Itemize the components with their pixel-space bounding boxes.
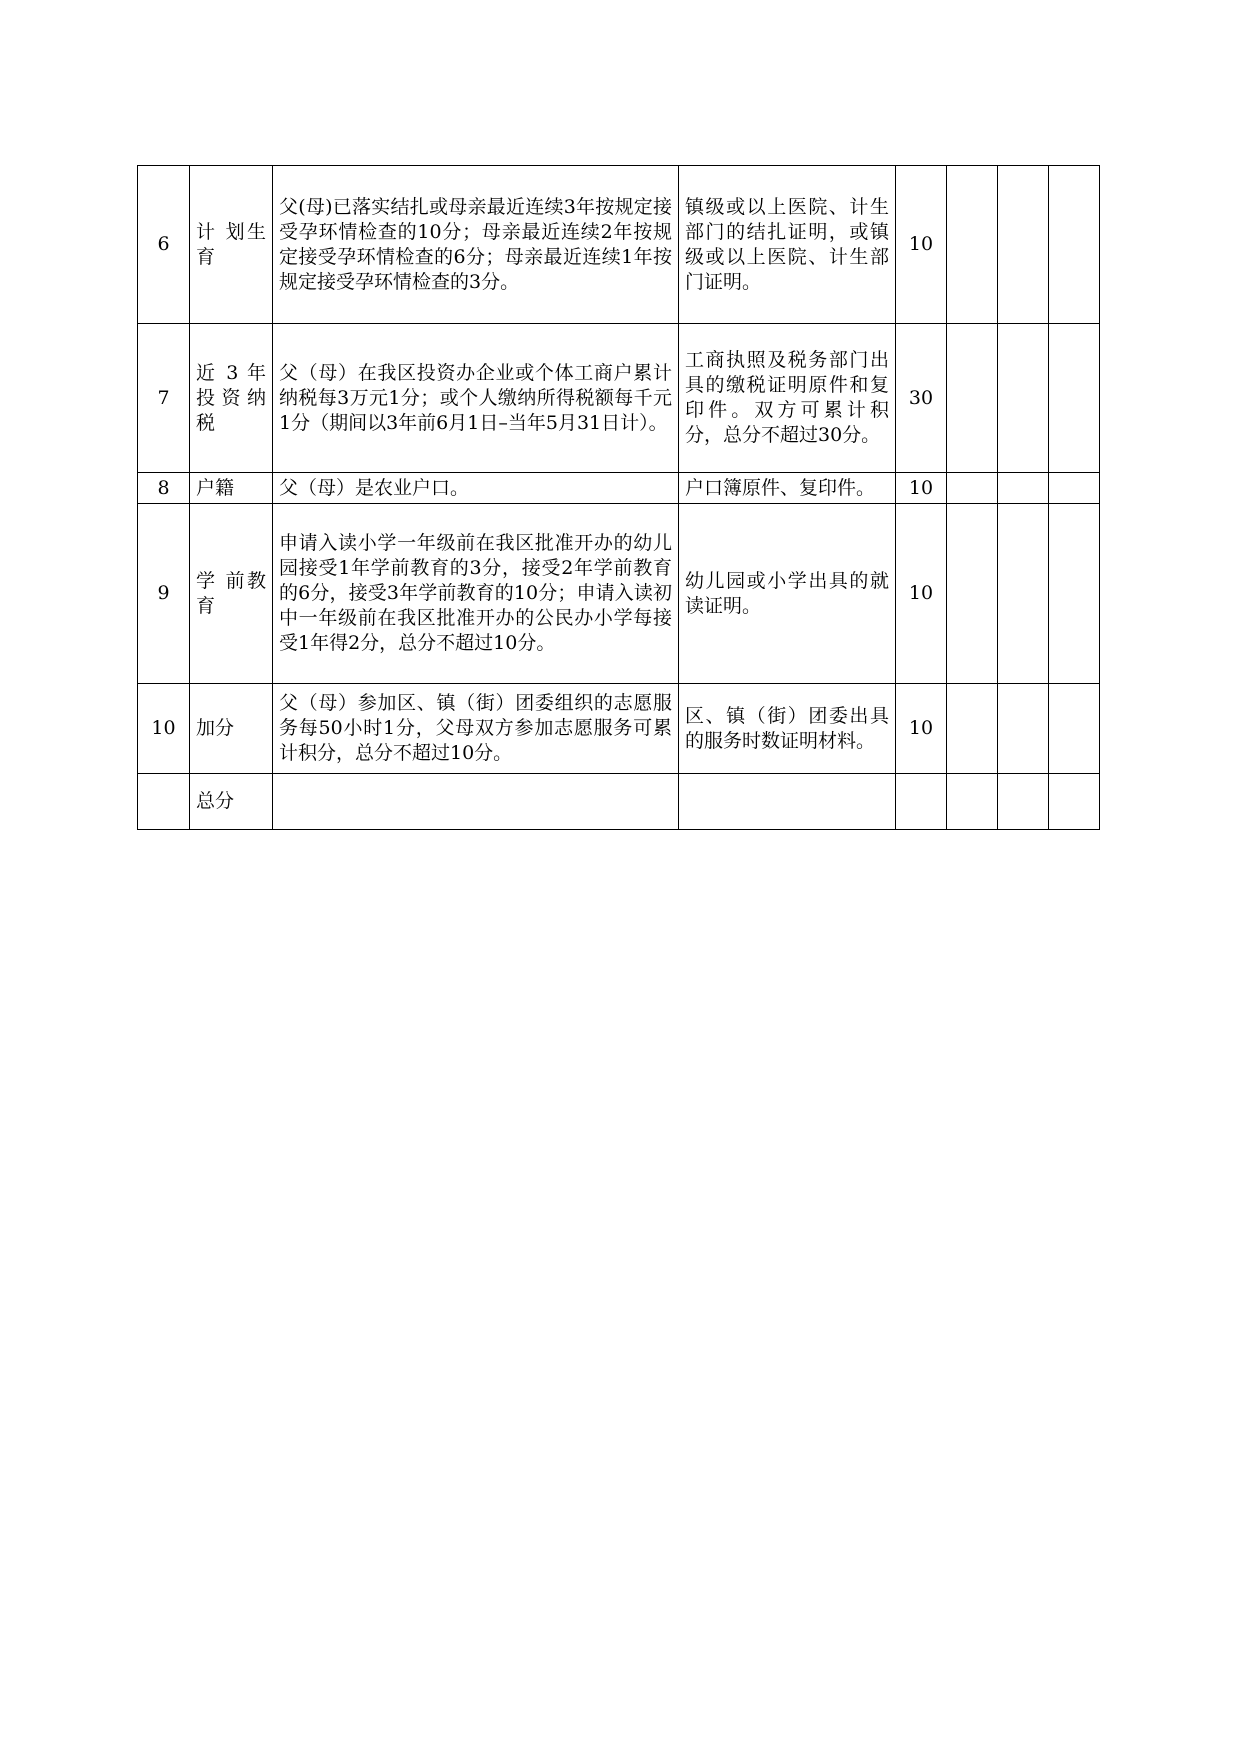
points-criteria-table [137,165,1100,830]
blank-cell [998,684,1049,774]
total-label: 总分 [190,774,273,830]
max-score: 30 [896,324,947,473]
scoring-criteria: 申请入读小学一年级前在我区批准开办的幼儿园接受1年学前教育的3分，接受2年学前教育的6分，接受3年学前教育的10分；申请入读初中一年级前在我区批准开办的公民办小学每接受1年得2分，总分不超过10分。 [273,504,679,684]
blank-cell [947,504,998,684]
item-name: 近 3 年投资纳税 [190,324,273,473]
table-row [138,324,1100,473]
blank-cell [1049,166,1100,324]
blank-cell [998,504,1049,684]
max-score: 10 [896,504,947,684]
blank-cell [896,774,947,830]
max-score: 10 [896,166,947,324]
item-name: 学 前教育 [190,504,273,684]
required-proof: 区、镇（街）团委出具的服务时数证明材料。 [679,684,896,774]
scoring-criteria: 父（母）参加区、镇（街）团委组织的志愿服务每50小时1分，父母双方参加志愿服务可累计积分，总分不超过10分。 [273,684,679,774]
item-name: 户籍 [190,473,273,504]
max-score: 10 [896,473,947,504]
blank-cell [947,473,998,504]
blank-cell [998,774,1049,830]
blank-cell [1049,684,1100,774]
scoring-criteria: 父（母）是农业户口。 [273,473,679,504]
blank-cell [947,324,998,473]
blank-cell [1049,324,1100,473]
row-number: 9 [138,504,190,684]
blank-cell [679,774,896,830]
scoring-criteria: 父（母）在我区投资办企业或个体工商户累计纳税每3万元1分；或个人缴纳所得税额每千元1分（期间以3年前6月1日–当年5月31日计）。 [273,324,679,473]
blank-cell [1049,504,1100,684]
row-number: 6 [138,166,190,324]
blank-cell [947,684,998,774]
blank-cell [1049,473,1100,504]
required-proof: 幼儿园或小学出具的就读证明。 [679,504,896,684]
blank-cell [947,166,998,324]
required-proof: 户口簿原件、复印件。 [679,473,896,504]
item-name: 计 划生育 [190,166,273,324]
total-row [138,774,1100,830]
item-name: 加分 [190,684,273,774]
row-number: 7 [138,324,190,473]
table-row [138,504,1100,684]
max-score: 10 [896,684,947,774]
blank-cell [138,774,190,830]
blank-cell [1049,774,1100,830]
scoring-criteria: 父(母)已落实结扎或母亲最近连续3年按规定接受孕环情检查的10分；母亲最近连续2年按规定接受孕环情检查的6分；母亲最近连续1年按规定接受孕环情检查的3分。 [273,166,679,324]
required-proof: 工商执照及税务部门出具的缴税证明原件和复印件。双方可累计积分，总分不超过30分。 [679,324,896,473]
row-number: 8 [138,473,190,504]
table-row [138,684,1100,774]
blank-cell [998,166,1049,324]
blank-cell [998,473,1049,504]
blank-cell [947,774,998,830]
row-number: 10 [138,684,190,774]
blank-cell [273,774,679,830]
table-row [138,166,1100,324]
table-row [138,473,1100,504]
required-proof: 镇级或以上医院、计生部门的结扎证明，或镇级或以上医院、计生部门证明。 [679,166,896,324]
blank-cell [998,324,1049,473]
